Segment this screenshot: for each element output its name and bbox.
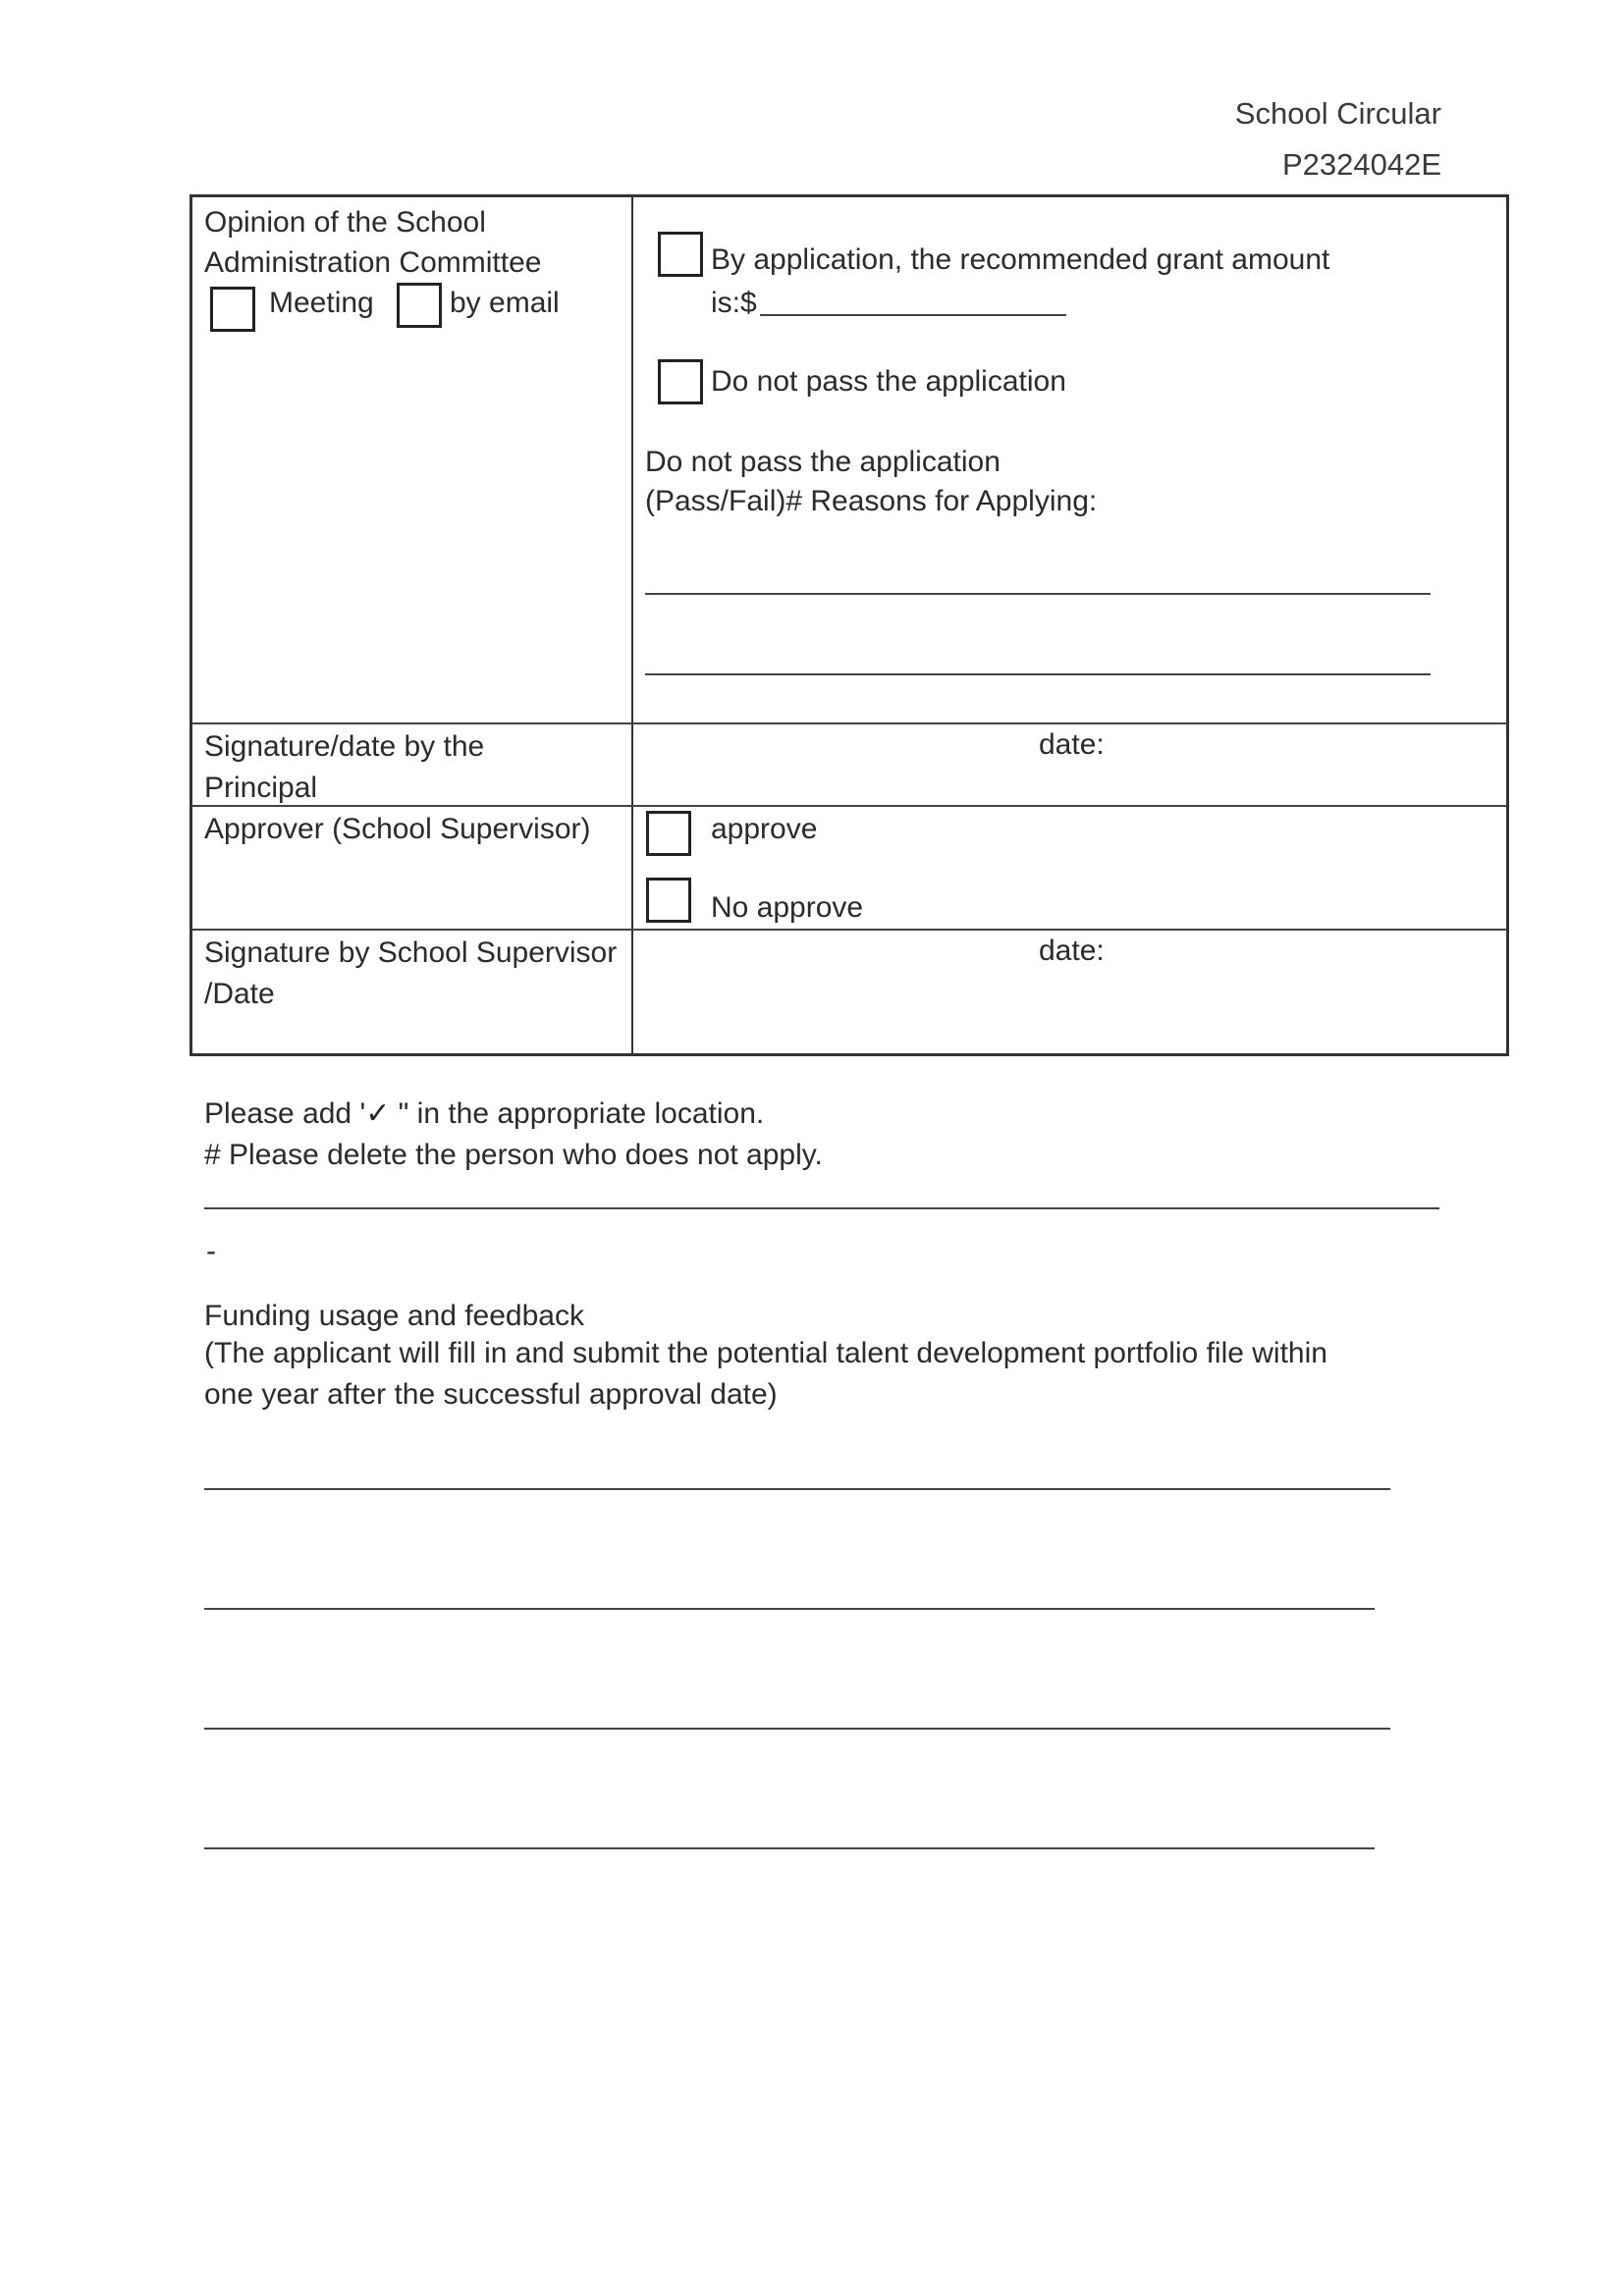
meeting-label: Meeting [269, 287, 374, 319]
reason-text-line1: Do not pass the application [645, 446, 1001, 478]
supervisor-label-line2: /Date [204, 978, 275, 1010]
committee-label-line1: Opinion of the School [204, 206, 486, 239]
feedback-answer-line[interactable] [204, 1847, 1375, 1849]
meeting-checkbox[interactable] [210, 287, 255, 332]
approver-label: Approver (School Supervisor) [204, 813, 591, 845]
note-check-instruction [204, 1094, 764, 1135]
circular-number: P2324042E [1281, 147, 1441, 182]
feedback-answer-line[interactable] [204, 1488, 1390, 1490]
check-mark-icon: ✓ [365, 1097, 391, 1130]
grant-text-line1: By application, the recommended grant amount [711, 243, 1330, 276]
committee-label-line2: Administration Committee [204, 246, 542, 279]
grant-checkbox[interactable] [658, 232, 703, 277]
approve-checkbox[interactable] [646, 811, 691, 856]
table-row-divider [191, 929, 1507, 931]
separator-dash: - [206, 1235, 216, 1267]
grant-text-line2: is:$ [711, 287, 757, 319]
table-row-divider [191, 722, 1507, 724]
note-delete-instruction: # Please delete the person who does not apply. [204, 1139, 823, 1171]
note-prefix: Please add ' [204, 1097, 366, 1130]
principal-label-line2: Principal [204, 772, 318, 804]
feedback-instruction-line2: one year after the successful approval date) [204, 1378, 778, 1411]
circular-title: School Circular [1234, 96, 1441, 131]
feedback-answer-line[interactable] [204, 1608, 1375, 1610]
table-column-divider [631, 196, 633, 1054]
supervisor-date-label: date: [1039, 934, 1105, 967]
approve-label: approve [711, 813, 818, 845]
principal-date-label: date: [1039, 728, 1105, 761]
reason-answer-line[interactable] [645, 593, 1431, 595]
reason-answer-line[interactable] [645, 673, 1431, 675]
reason-text-line2: (Pass/Fail)# Reasons for Applying: [645, 485, 1098, 517]
feedback-instruction-line1: (The applicant will fill in and submit the potential talent development portfolio file within [204, 1337, 1327, 1369]
supervisor-label-line1: Signature by School Supervisor [204, 936, 618, 969]
principal-label-line1: Signature/date by the [204, 730, 485, 763]
fail-option-label: Do not pass the application [711, 365, 1066, 398]
feedback-answer-line[interactable] [204, 1728, 1390, 1730]
grant-amount-line[interactable] [760, 314, 1066, 316]
fail-checkbox[interactable] [658, 359, 703, 404]
no-approve-label: No approve [711, 891, 864, 924]
separator-line [204, 1207, 1439, 1209]
note-suffix: " in the appropriate location. [390, 1097, 765, 1130]
no-approve-checkbox[interactable] [646, 878, 691, 923]
email-checkbox[interactable] [397, 283, 442, 328]
email-label: by email [450, 287, 560, 319]
feedback-title: Funding usage and feedback [204, 1300, 584, 1332]
table-row-divider [191, 805, 1507, 807]
